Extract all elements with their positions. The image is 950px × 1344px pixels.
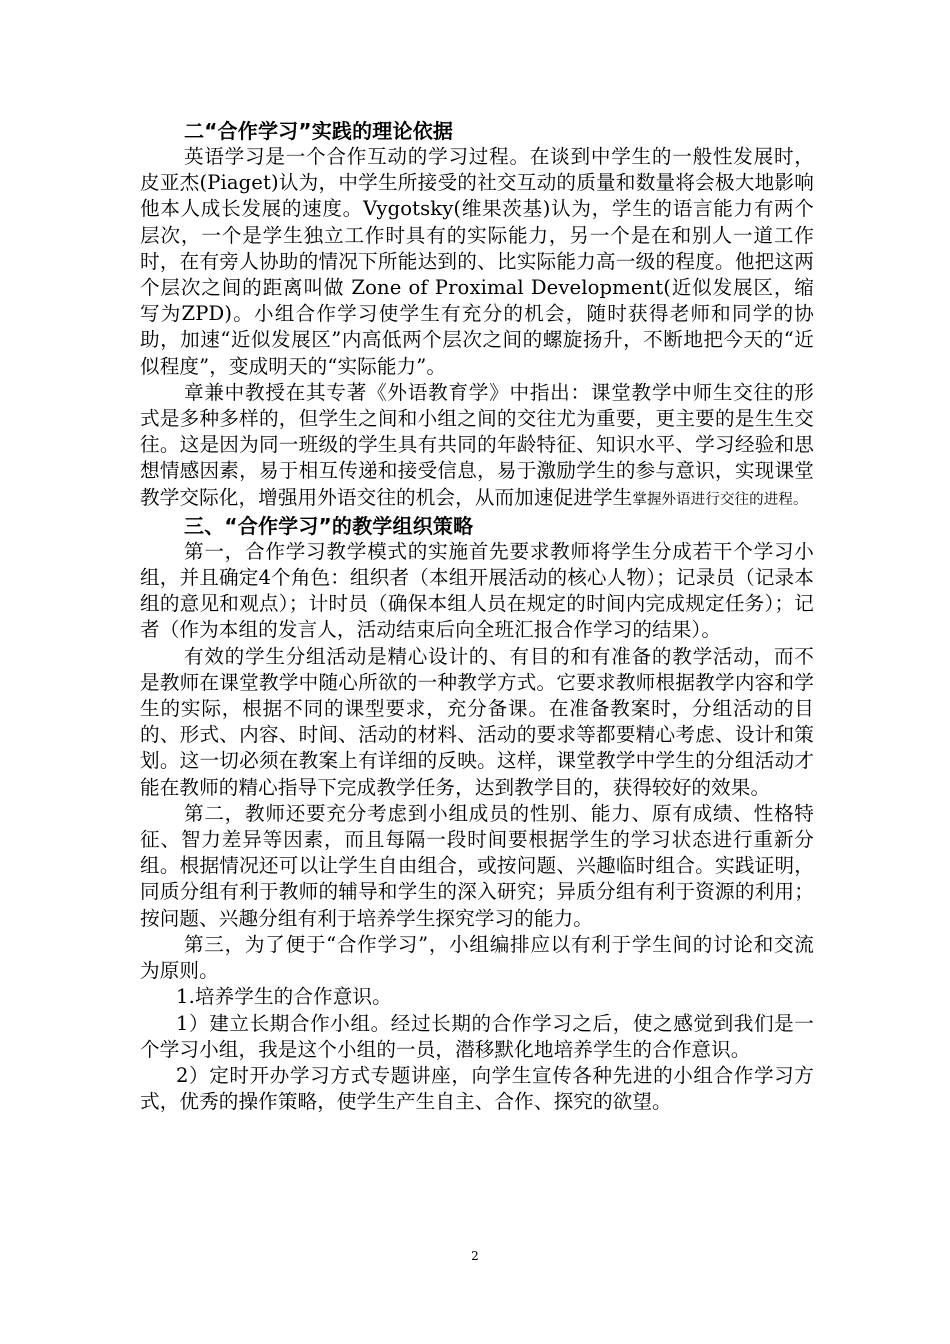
section-heading-theory: 二“合作学习”实践的理论依据 (184, 119, 454, 143)
paragraph-strategy-4: 第三，为了便于“合作学习”，小组编排应以有利于学生间的讨论和交流为原则。 (140, 932, 814, 983)
list-heading: 1.培养学生的合作意识。 (176, 985, 392, 1009)
list-item: 1）建立长期合作小组。经过长期的合作学习之后，使之感觉到我们是一个学习小组，我是这个小组的一员，潜移默化地培养学生的合作意识。 (140, 1011, 814, 1061)
paragraph-strategy-3: 第二，教师还要充分考虑到小组成员的性别、能力、原有成绩、性格特征、智力差异等因素，而且每隔一段时间要根据学生的学习状态进行重新分组。根据情况还可以让学生自由组合，或按问题、兴趣临时组合。实践证明，同质分组有利于教师的辅导和学生的深入研究；异质分组有利于资源的利用；按问题、兴趣分组有利于培养学生探究学习的能力。 (140, 801, 814, 930)
page-content (140, 118, 814, 1115)
paragraph-theory-2 (140, 380, 814, 513)
paragraph-theory-2-tail: 掌握外语进行交往的进程。 (632, 491, 808, 508)
paragraph-theory-2-main: 章兼中教授在其专著《外语教育学》中指出：课堂教学中师生交往的形式是多种多样的，但学生之间和小组之间的交往尤为重要，更主要的是生生交往。这是因为同一班级的学生具有共同的年龄特征、知识水平、学习经验和思想情感因素，易于相互传递和接受信息，易于激励学生的参与意识，实现课堂教学交际化，增强用外语交往的机会，从而加速促进学生 (140, 380, 814, 509)
paragraph-theory-1: 英语学习是一个合作互动的学习过程。在谈到中学生的一般性发展时，皮亚杰(Piaget)认为，中学生所接受的社交互动的质量和数量将会极大地影响他本人成长发展的速度。Vygotsky(维果茨基)认为，学生的语言能力有两个层次，一个是学生独立工作时具有的实际能力，另一个是在和别人一道工作时，在有旁人协助的情况下所能达到的、比实际能力高一级的程度。他把这两个层次之间的距离叫做 Zone of Proximal Development(近似发展区，缩写为ZPD)。小组合作学习使学生有充分的机会，随时获得老师和同学的协助，加速“近似发展区”内高低两个层次之间的螺旋扬升，不断地把今天的“近似程度”，变成明天的“实际能力”。 (140, 145, 814, 378)
list-item: 2）定时开办学习方式专题讲座，向学生宣传各种先进的小组合作学习方式，优秀的操作策略，使学生产生自主、合作、探究的欲望。 (140, 1063, 814, 1114)
section-heading-strategy: 三、“合作学习”的教学组织策略 (184, 513, 474, 538)
page-number: 2 (471, 1249, 479, 1263)
paragraph-strategy-2: 有效的学生分组活动是精心设计的、有目的和有准备的教学活动，而不是教师在课堂教学中随心所欲的一种教学方式。它要求教师根据教学内容和学生的实际，根据不同的课型要求，充分备课。在准备教案时，分组活动的目的、形式、内容、时间、活动的材料、活动的要求等都要精心考虑、设计和策划。这一切必须在教案上有详细的反映。这样，课堂教学中学生的分组活动才能在教师的精心指导下完成教学任务，达到教学目的，获得较好的效果。 (140, 644, 814, 799)
paragraph-strategy-1: 第一，合作学习教学模式的实施首先要求教师将学生分成若干个学习小组，并且确定4个角色：组织者（本组开展活动的核心人物）；记录员（记录本组的意见和观点）；计时员（确保本组人员在规定的时间内完成规定任务）；记者（作为本组的发言人，活动结束后向全班汇报合作学习的结果）。 (140, 539, 814, 642)
